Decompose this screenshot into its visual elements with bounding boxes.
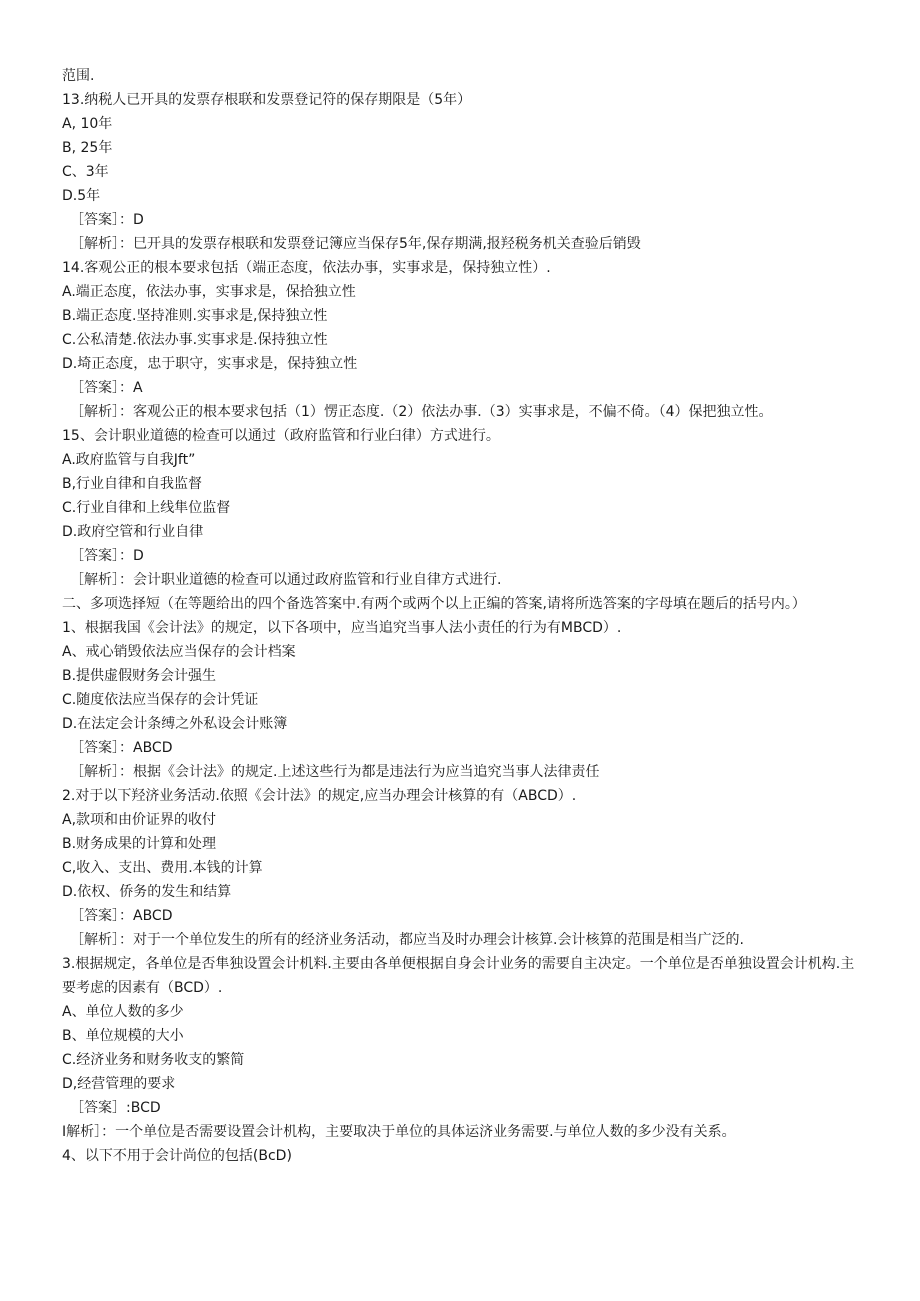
option-b: B、单位规模的大小 <box>62 1028 184 1044</box>
question-3: 3.根据规定，各单位是否隼独设置会计机料.主要由各单便根据自身会计业务的需要自主决定。一个单位是否单独设置会计机构.主要考虑的因素有（BCD）. <box>62 956 855 996</box>
option-d: D.埼正态度，忠于职守，实事求是，保持独立性 <box>62 356 358 372</box>
question-1: 1、根据我国《会计法》的规定，以下各项中，应当追究当事人法小责任的行为有MBCD）. <box>62 620 622 636</box>
option-c: C.经济业务和财务收支的繁简 <box>62 1052 245 1068</box>
question-4: 4、以下不用于会计尚位的包括(BcD) <box>62 1148 292 1164</box>
explanation-line: I解析］：一个单位是否需要设置会计机构，主要取决于单位的具体运济业务需要.与单位人数的多少没有关系。 <box>62 1124 736 1140</box>
document-page <box>62 64 862 1168</box>
text-line: 范围. <box>62 68 95 84</box>
option-c: C,收入、支出、费用.本钱的计算 <box>62 860 263 876</box>
option-c: C.公私清楚.依法办事.实事求是.保持独立性 <box>62 332 328 348</box>
explanation-line: ［解析］：会计职业道德的检查可以通过政府监管和行业自律方式进行. <box>70 572 502 588</box>
question-14: 14.客观公正的根本要求包括（端正态度，依法办事，实事求是，保持独立性）. <box>62 260 551 276</box>
answer-line: ［答案］：ABCD <box>70 908 173 924</box>
section-heading: 二、多项选择短（在等题给出的四个备选答案中.有两个或两个以上正编的答案,请将所选答案的字母填在题后的括号内。） <box>62 596 806 612</box>
option-a: A.端正态度，依法办事，实事求是，保拾独立性 <box>62 284 356 300</box>
answer-line: ［答案］：D <box>70 212 144 228</box>
option-b: B.端正态度.坚持准则.实事求是,保持独立性 <box>62 308 328 324</box>
option-b: B.财务成果的计算和处理 <box>62 836 217 852</box>
option-c: C、3年 <box>62 164 109 180</box>
option-d: D.在法定会计条缚之外私设会计账簿 <box>62 716 288 732</box>
answer-line: ［答案］:BCD <box>70 1100 161 1116</box>
option-d: D.依权、侨务的发生和结算 <box>62 884 232 900</box>
question-2: 2.对于以下羟济业务活动.依照《会计法》的规定,应当办理会计核算的有（ABCD）. <box>62 788 577 804</box>
explanation-line: ［解析］：客观公正的根本要求包括（1）愣正态度.（2）依法办事.（3）实事求是，不偏不倚。（4）保把独立性。 <box>70 404 773 420</box>
option-a: A,款项和由价证界的收付 <box>62 812 217 828</box>
option-d: D.政府空管和行业自律 <box>62 524 204 540</box>
explanation-line: ［解析］：巳开具的发票存根联和发票登记簿应当保存5年,保存期满,报羟税务机关查验后销毁 <box>70 236 641 252</box>
question-15: 15、会计职业道德的检查可以通过（政府监管和行业臼律）方式进行。 <box>62 428 500 444</box>
answer-line: ［答案］：A <box>70 380 143 396</box>
question-13: 13.纳税人已开具的发票存根联和发票登记符的保存期限是（5年） <box>62 92 472 108</box>
option-c: C.随度依法应当保存的会计凭证 <box>62 692 259 708</box>
explanation-line: ［解析］：根据《会计法》的规定.上述这些行为都是违法行为应当追究当事人法律责任 <box>70 764 600 780</box>
option-d: D.5年 <box>62 188 101 204</box>
option-a: A.政府监管与自我Jft” <box>62 452 196 468</box>
option-d: D,经营管理的要求 <box>62 1076 176 1092</box>
explanation-line: ［解析］：对于一个单位发生的所有的经济业务活动，都应当及时办理会计核算.会计核算的范围是相当广泛的. <box>70 932 744 948</box>
option-a: A、单位人数的多少 <box>62 1004 184 1020</box>
answer-line: ［答案］：D <box>70 548 144 564</box>
option-a: A, 10年 <box>62 116 113 132</box>
option-b: B,行业自律和自我监督 <box>62 476 203 492</box>
answer-line: ［答案］：ABCD <box>70 740 173 756</box>
option-c: C.行业自律和上线隼位监督 <box>62 500 231 516</box>
option-b: B.提供虚假财务会计强生 <box>62 668 217 684</box>
option-b: B, 25年 <box>62 140 113 156</box>
option-a: A、戒心销毁依法应当保存的会计档案 <box>62 644 296 660</box>
